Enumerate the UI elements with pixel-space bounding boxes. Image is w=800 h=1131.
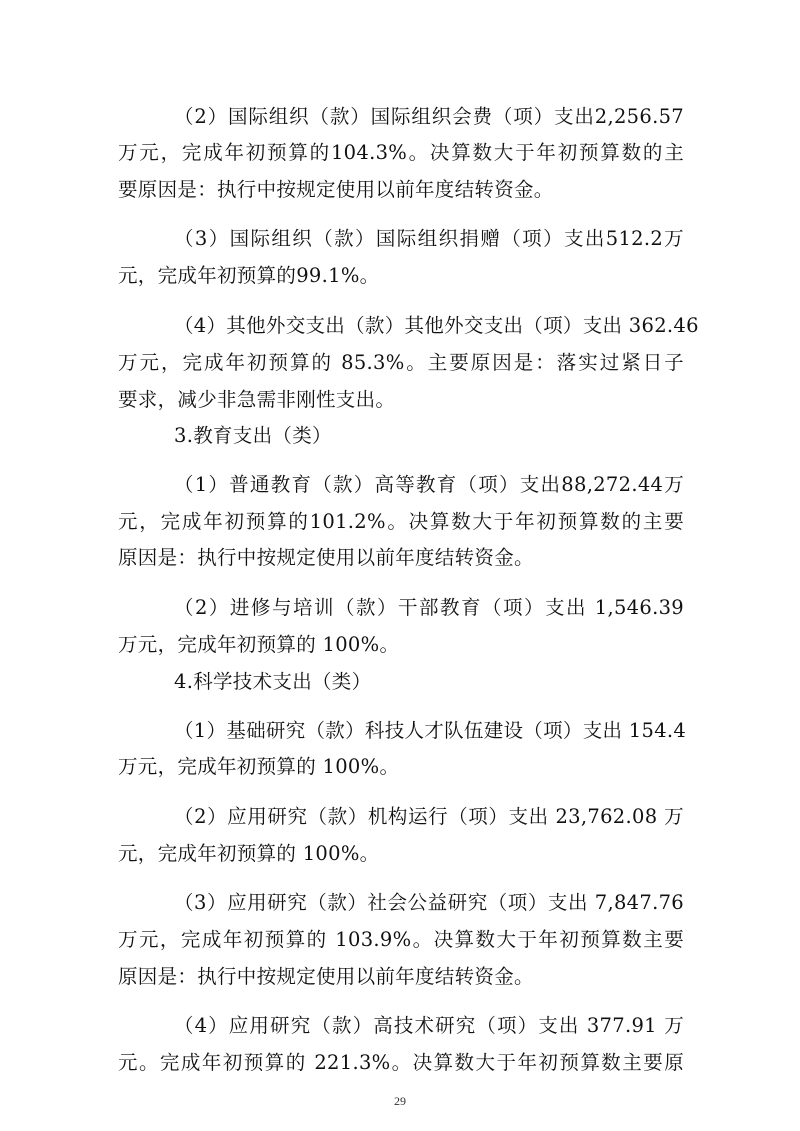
paragraph-line: 元，完成年初预算的99.1%。 bbox=[118, 264, 380, 287]
paragraph-line: 元。完成年初预算的 221.3%。决算数大于年初预算数主要原 bbox=[118, 1051, 684, 1074]
paragraph-line: 万元，完成年初预算的104.3%。决算数大于年初预算数的主 bbox=[118, 141, 684, 164]
paragraph-line: （4）应用研究（款）高技术研究（项）支出 377.91 万 bbox=[174, 1014, 684, 1037]
section-heading: 3.教育支出（类） bbox=[174, 424, 332, 447]
paragraph-line: 元，完成年初预算的101.2%。决算数大于年初预算数的主要 bbox=[118, 510, 684, 533]
paragraph-line: （2）进修与培训（款）干部教育（项）支出 1,546.39 bbox=[174, 596, 684, 619]
paragraph-line: 原因是：执行中按规定使用以前年度结转资金。 bbox=[118, 965, 534, 988]
paragraph-line: 万元，完成年初预算的 103.9%。决算数大于年初预算数主要 bbox=[118, 928, 684, 951]
paragraph-line: （3）国际组织（款）国际组织捐赠（项）支出512.2万 bbox=[174, 227, 684, 250]
paragraph-line: （3）应用研究（款）社会公益研究（项）支出 7,847.76 bbox=[174, 891, 684, 914]
paragraph-line: 原因是：执行中按规定使用以前年度结转资金。 bbox=[118, 546, 534, 569]
paragraph-line: 万元，完成年初预算的 100%。 bbox=[118, 633, 400, 656]
paragraph-line: 元，完成年初预算的 100%。 bbox=[118, 842, 380, 865]
paragraph-line: 要求，减少非急需非刚性支出。 bbox=[118, 388, 396, 411]
paragraph-line: （1）普通教育（款）高等教育（项）支出88,272.44万 bbox=[174, 473, 684, 496]
section-heading: 4.科学技术支出（类） bbox=[174, 670, 372, 693]
paragraph-line: （2）应用研究（款）机构运行（项）支出 23,762.08 万 bbox=[174, 805, 684, 828]
paragraph-line: 万元，完成年初预算的 100%。 bbox=[118, 755, 400, 778]
paragraph-line: （1）基础研究（款）科技人才队伍建设（项）支出 154.4 bbox=[174, 719, 687, 742]
paragraph-line: 万元，完成年初预算的 85.3%。主要原因是：落实过紧日子 bbox=[118, 351, 684, 374]
paragraph-line: 要原因是：执行中按规定使用以前年度结转资金。 bbox=[118, 178, 554, 201]
page-number: 29 bbox=[394, 1094, 406, 1108]
paragraph-line: （2）国际组织（款）国际组织会费（项）支出2,256.57 bbox=[174, 105, 684, 128]
paragraph-line: （4）其他外交支出（款）其他外交支出（项）支出 362.46 bbox=[174, 314, 699, 337]
